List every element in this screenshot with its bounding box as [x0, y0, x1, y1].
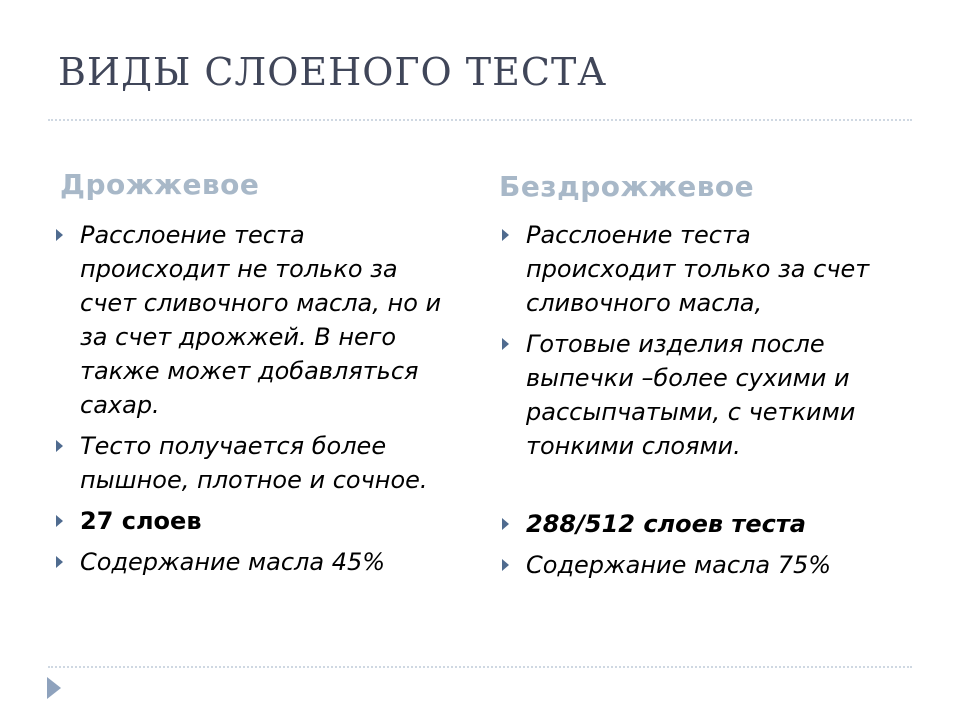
triangle-bullet-icon	[56, 556, 63, 568]
triangle-bullet-icon	[502, 338, 509, 350]
bottom-divider	[48, 666, 912, 668]
triangle-bullet-icon	[502, 229, 509, 241]
next-slide-arrow-icon[interactable]	[47, 677, 61, 699]
left-column-list	[52, 218, 447, 586]
list-item-text: Содержание масла 45%	[80, 548, 386, 576]
list-item	[52, 429, 447, 497]
top-divider	[48, 119, 912, 121]
list-item-text: Тесто получается более пышное, плотное и сочное.	[80, 432, 428, 494]
right-column-heading: Бездрожжевое	[499, 170, 755, 203]
triangle-bullet-icon	[502, 518, 509, 530]
slide-title: ВИДЫ СЛОЕНОГО ТЕСТА	[58, 50, 608, 94]
list-item-text: Расслоение теста происходит не только за счет сливочного масла, но и за счет дрожжей. В него также может добавляться сахар.	[80, 221, 442, 419]
left-column-heading: Дрожжевое	[60, 168, 260, 201]
list-item	[52, 504, 447, 538]
list-item-text: Содержание масла 75%	[526, 551, 832, 579]
triangle-bullet-icon	[56, 229, 63, 241]
list-item-text: 27 слоев	[80, 507, 202, 535]
list-item	[498, 327, 893, 463]
list-item	[498, 218, 893, 320]
list-item	[52, 218, 447, 422]
list-item	[498, 507, 893, 541]
list-item	[52, 545, 447, 579]
list-item	[498, 548, 893, 582]
triangle-bullet-icon	[502, 559, 509, 571]
right-column-list	[498, 218, 893, 589]
list-item-text: 288/512 слоев теста	[526, 510, 806, 538]
triangle-bullet-icon	[56, 440, 63, 452]
list-item-text: Готовые изделия после выпечки –более сухими и рассыпчатыми, с четкими тонкими слоями.	[526, 330, 856, 460]
list-item-text: Расслоение теста происходит только за счет сливочного масла,	[526, 221, 870, 317]
triangle-bullet-icon	[56, 515, 63, 527]
